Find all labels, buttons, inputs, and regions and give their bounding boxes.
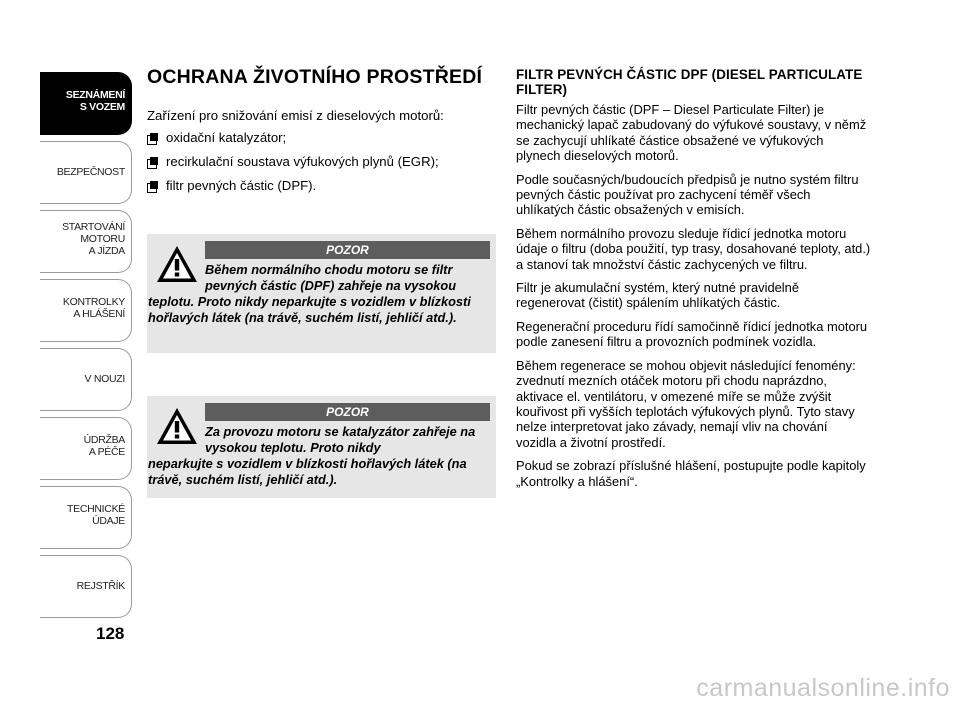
list-item: oxidační katalyzátor; — [147, 130, 439, 154]
tab-label: ÚDRŽBA A PÉČE — [83, 434, 125, 458]
list-item: recirkulační soustava výfukových plynů (EGR); — [147, 154, 439, 178]
watermark: carmanualsonline.info — [696, 674, 950, 702]
tab-startovani[interactable] — [40, 210, 132, 273]
tab-label: STARTOVÁNÍ MOTORU A JÍZDA — [62, 221, 125, 257]
dpf-section — [516, 67, 871, 497]
tab-rejstrik[interactable] — [40, 555, 132, 618]
paragraph: Pokud se zobrazí příslušné hlášení, postupujte podle kapitoly „Kontrolky a hlášení“. — [516, 458, 866, 489]
paragraph: Podle současných/budoucích předpisů je nutno systém filtru pevných částic používat pro zachycení téměř všech uhlíkatých částic obsažených v emisích. — [516, 171, 859, 218]
tab-bezpecnost[interactable] — [40, 141, 132, 204]
tab-label: BEZPEČNOST — [56, 166, 125, 178]
warning-text: Během normálního chodu motoru se filtr pevných částic (DPF) zahřeje na vysokou teplotu. Proto nikdy neparkujte s vozidlem v blízkosti hořlavých látek (na trávě, suchém listí, jehličí atd.). — [148, 262, 471, 325]
tab-technicke-udaje[interactable] — [40, 486, 132, 549]
checkbox-bullet-icon — [147, 133, 158, 144]
tab-label: V NOUZI — [84, 373, 125, 385]
warning-label: POZOR — [205, 403, 490, 421]
paragraph: Filtr je akumulační systém, který nutné pravidelně regenerovat (čistit) spálením uhlíkatých částic. — [516, 280, 799, 311]
paragraph: Regenerační proceduru řídí samočinně řídicí jednotka motoru podle zanesení filtru a provozních podmínek vozidla. — [516, 318, 868, 350]
intro-text: Zařízení pro snižování emisí z dieselových motorů: — [147, 108, 444, 123]
list-item: filtr pevných částic (DPF). — [147, 178, 439, 202]
emission-systems-list — [147, 130, 439, 202]
section-heading: FILTR PEVNÝCH ČÁSTIC DPF (DIESEL PARTICULATE FILTER) — [516, 67, 863, 97]
tab-seznameni-s-vozem[interactable] — [40, 72, 132, 135]
paragraph: Během normálního provozu sleduje řídicí jednotka motoru údaje o filtru (doba použití, typ trasy, dosahované teploty, atd.) a stanoví tak množství částic zachycených ve filtru. — [516, 225, 871, 272]
warning-box-dpf — [147, 234, 496, 353]
tab-udrzba[interactable] — [40, 417, 132, 480]
tab-v-nouzi[interactable] — [40, 348, 132, 411]
section-title: OCHRANA ŽIVOTNÍHO PROSTŘEDÍ — [147, 66, 483, 88]
page-number: 128 — [96, 624, 125, 643]
tab-kontrolky[interactable] — [40, 279, 132, 342]
paragraph: Filtr pevných částic (DPF – Diesel Particulate Filter) je mechanický lapač zabudovaný do výfukové soustavy, v němž se zachycují uhlíkaté částice obsažené ve výfukových plynech dieselových motorů. — [516, 102, 867, 164]
warning-box-catalyst — [147, 396, 496, 498]
paragraph: Během regenerace se mohou objevit následující fenomény: zvednutí mezních otáček motoru při chodu naprázdno, aktivace el. ventilátoru, v omezené míře se může zvýšit kouřivost při vyšších teplotách výfukových plynů. Tyto stavy nelze interpretovat jako závady, nemají vliv na chování vozidla a životní prostředí. — [516, 357, 856, 450]
warning-label: POZOR — [205, 241, 490, 259]
chapter-tabs — [40, 72, 132, 624]
tab-label: KONTROLKY A HLÁŠENÍ — [62, 296, 125, 320]
tab-label: TECHNICKÉ ÚDAJE — [67, 503, 125, 527]
tab-label: REJSTŘÍK — [76, 580, 125, 592]
warning-text: Za provozu motoru se katalyzátor zahřeje na vysokou teplotu. Proto nikdy neparkujte s vozidlem v blízkosti hořlavých látek (na trávě, suchém listí, jehličí atd.). — [148, 424, 476, 487]
checkbox-bullet-icon — [147, 157, 158, 168]
tab-label: SEZNÁMENÍ S VOZEM — [65, 89, 125, 113]
checkbox-bullet-icon — [147, 181, 158, 192]
